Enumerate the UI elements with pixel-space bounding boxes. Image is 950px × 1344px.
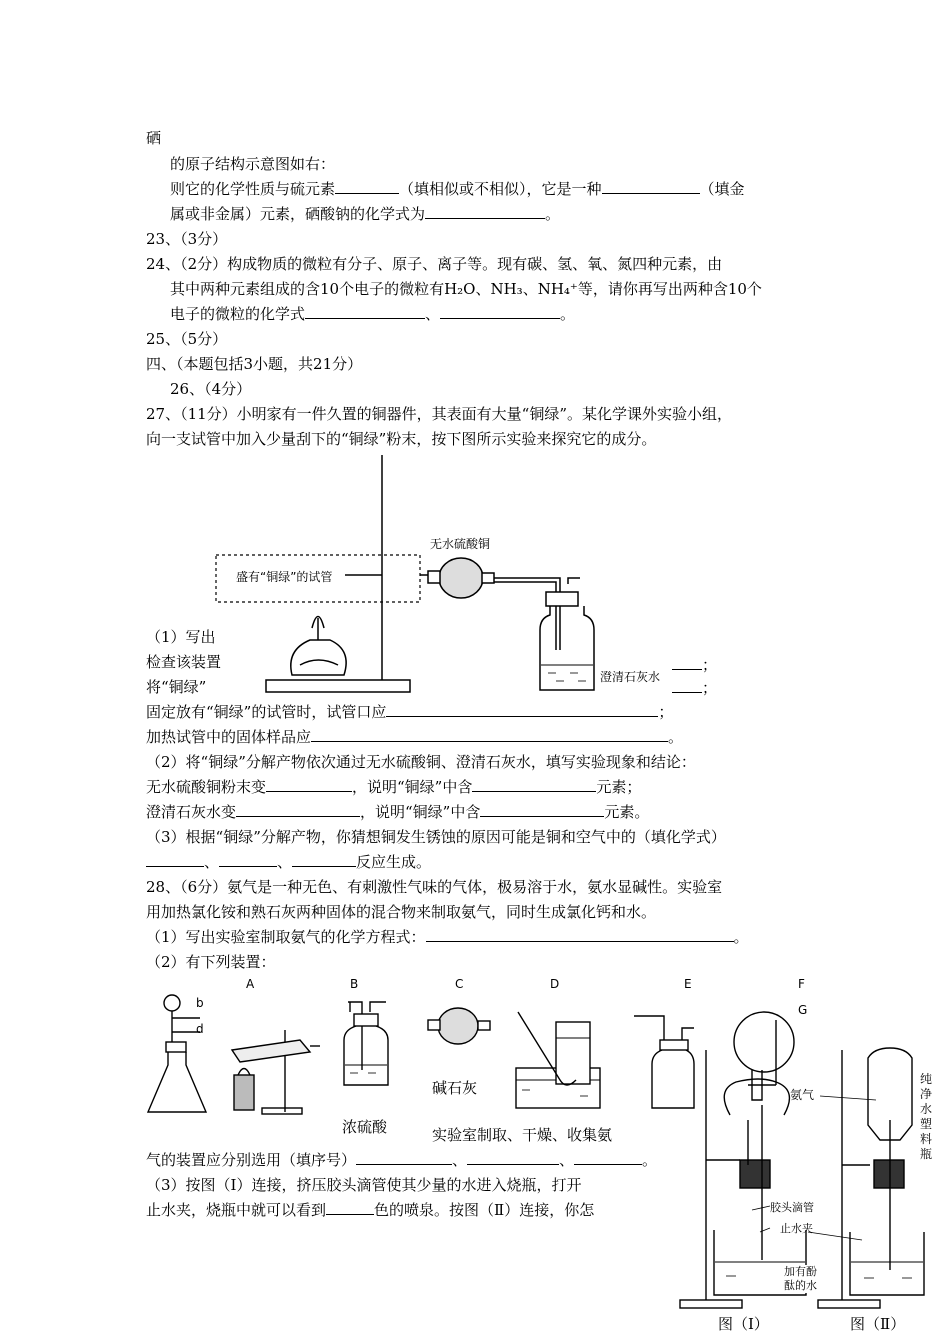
answer-blank[interactable] bbox=[467, 1150, 559, 1165]
label-E: E bbox=[684, 977, 692, 991]
text-line: （1）写出 bbox=[146, 628, 216, 646]
ammonia-label: 氨气 bbox=[790, 1088, 815, 1102]
conc-h2so4-label: 浓硫酸 bbox=[342, 1118, 388, 1136]
figure-II-caption: 图（Ⅱ） bbox=[850, 1315, 906, 1333]
answer-blank[interactable] bbox=[292, 852, 356, 867]
clamp-label: 止水夹 bbox=[780, 1222, 813, 1235]
text-line: 止水夹，烧瓶中就可以看到 色的喷泉。按图（Ⅱ）连接，你怎 bbox=[146, 1201, 595, 1219]
answer-blank[interactable] bbox=[326, 1200, 374, 1215]
section-heading: 四、（本题包括3小题，共21分） bbox=[146, 355, 363, 373]
answer-blank[interactable] bbox=[311, 727, 668, 742]
soda-lime-label: 碱石灰 bbox=[432, 1079, 478, 1097]
label-B: B bbox=[350, 977, 359, 991]
answer-blank[interactable] bbox=[386, 702, 658, 717]
text-line: （2）有下列装置： bbox=[146, 953, 276, 971]
answer-blank[interactable] bbox=[146, 852, 204, 867]
question-27: 27、（11分）小明家有一件久置的铜器件，其表面有大量“铜绿”。某化学课外实验小组， bbox=[146, 405, 733, 423]
text-line: ； bbox=[672, 655, 717, 675]
text-line: 用加热氯化铵和熟石灰两种固体的混合物来制取氨气，同时生成氯化钙和水。 bbox=[146, 903, 657, 921]
text-line: （3）按图（Ⅰ）连接，挤压胶头滴管使其少量的水进入烧瓶，打开 bbox=[146, 1176, 582, 1194]
label-C: C bbox=[455, 977, 464, 991]
text-line: 的原子结构示意图如右： bbox=[170, 155, 336, 173]
answer-blank[interactable] bbox=[574, 1150, 642, 1165]
dropper-label: 胶头滴管 bbox=[770, 1201, 814, 1214]
answer-blank[interactable] bbox=[305, 304, 425, 319]
text-line: 检查该装置 bbox=[146, 653, 222, 671]
answer-blank[interactable] bbox=[356, 1150, 452, 1165]
text-line: 则它的化学性质与硫元素 （填相似或不相似），它是一种 （填金 bbox=[170, 180, 745, 198]
phenolphthalein-label-2: 酞的水 bbox=[784, 1279, 817, 1292]
text-line: 属或非金属）元素，硒酸钠的化学式为 。 bbox=[170, 205, 561, 223]
text-line: （3）根据“铜绿”分解产物，你猜想铜发生锈蚀的原因可能是铜和空气中的（填化学式） bbox=[146, 828, 726, 846]
answer-blank[interactable] bbox=[219, 852, 277, 867]
text-line: 、 、 反应生成。 bbox=[146, 852, 431, 872]
label-d: d bbox=[196, 1022, 204, 1036]
answer-blank[interactable] bbox=[472, 777, 596, 792]
text-line: 固定放有“铜绿”的试管时，试管口应 ； bbox=[146, 703, 674, 721]
answer-blank[interactable] bbox=[266, 777, 352, 792]
test-tube-label: 盛有“铜绿”的试管 bbox=[236, 570, 333, 584]
question-25: 25、（5分） bbox=[146, 330, 228, 348]
answer-blank[interactable] bbox=[236, 802, 360, 817]
question-26: 26、（4分） bbox=[170, 380, 252, 398]
answer-blank[interactable] bbox=[672, 678, 702, 693]
text-line: （2）将“铜绿”分解产物依次通过无水硫酸铜、澄清石灰水，填写实验现象和结论： bbox=[146, 753, 696, 771]
label-D: D bbox=[550, 977, 560, 991]
label-F: F bbox=[798, 977, 805, 991]
text-line: ； bbox=[672, 678, 717, 698]
answer-blank[interactable] bbox=[480, 802, 604, 817]
text-line: 向一支试管中加入少量刮下的“铜绿”粉末，按下图所示实验来探究它的成分。 bbox=[146, 430, 657, 448]
answer-blank[interactable] bbox=[335, 179, 399, 194]
text-line: 实验室制取、干燥、收集氨 bbox=[432, 1126, 613, 1144]
text-line: 将“铜绿” bbox=[146, 678, 207, 696]
text-line: 硒 bbox=[146, 129, 162, 147]
text-line: （1）写出实验室制取氨气的化学方程式： 。 bbox=[146, 928, 749, 946]
label-G: G bbox=[798, 1003, 808, 1017]
text-line: 澄清石灰水变 ，说明“铜绿”中含 元素。 bbox=[146, 803, 650, 821]
label-A: A bbox=[246, 977, 255, 991]
label-b: b bbox=[196, 996, 204, 1010]
answer-blank[interactable] bbox=[602, 179, 700, 194]
answer-blank[interactable] bbox=[672, 655, 702, 670]
answer-blank[interactable] bbox=[425, 204, 545, 219]
plastic-bottle-label: 纯净水塑料瓶 bbox=[920, 1072, 933, 1161]
answer-blank[interactable] bbox=[440, 304, 560, 319]
cuso4-label: 无水硫酸铜 bbox=[430, 537, 491, 551]
text-line: 加热试管中的固体样品应 。 bbox=[146, 728, 684, 746]
answer-blank[interactable] bbox=[426, 927, 734, 942]
text-line: 无水硫酸铜粉末变 ，说明“铜绿”中含 元素； bbox=[146, 778, 642, 796]
question-23: 23、（3分） bbox=[146, 230, 228, 248]
text-line: 电子的微粒的化学式 、 。 bbox=[170, 305, 576, 323]
limewater-label: 澄清石灰水 bbox=[600, 670, 661, 684]
text-line: 其中两种元素组成的含10个电子的微粒有H₂O、NH₃、NH₄⁺等，请你再写出两种含10个 bbox=[170, 280, 762, 298]
phenolphthalein-label: 加有酚 bbox=[784, 1265, 817, 1278]
figure-I-caption: 图（Ⅰ） bbox=[718, 1315, 769, 1333]
question-28: 28、（6分）氨气是一种无色、有刺激性气味的气体，极易溶于水，氨水显碱性。实验室 bbox=[146, 878, 723, 896]
text-line: 气的装置应分别选用（填序号） 、 、 。 bbox=[146, 1151, 658, 1169]
question-24: 24、（2分）构成物质的微粒有分子、原子、离子等。现有碳、氢、氧、氮四种元素，由 bbox=[146, 255, 723, 273]
